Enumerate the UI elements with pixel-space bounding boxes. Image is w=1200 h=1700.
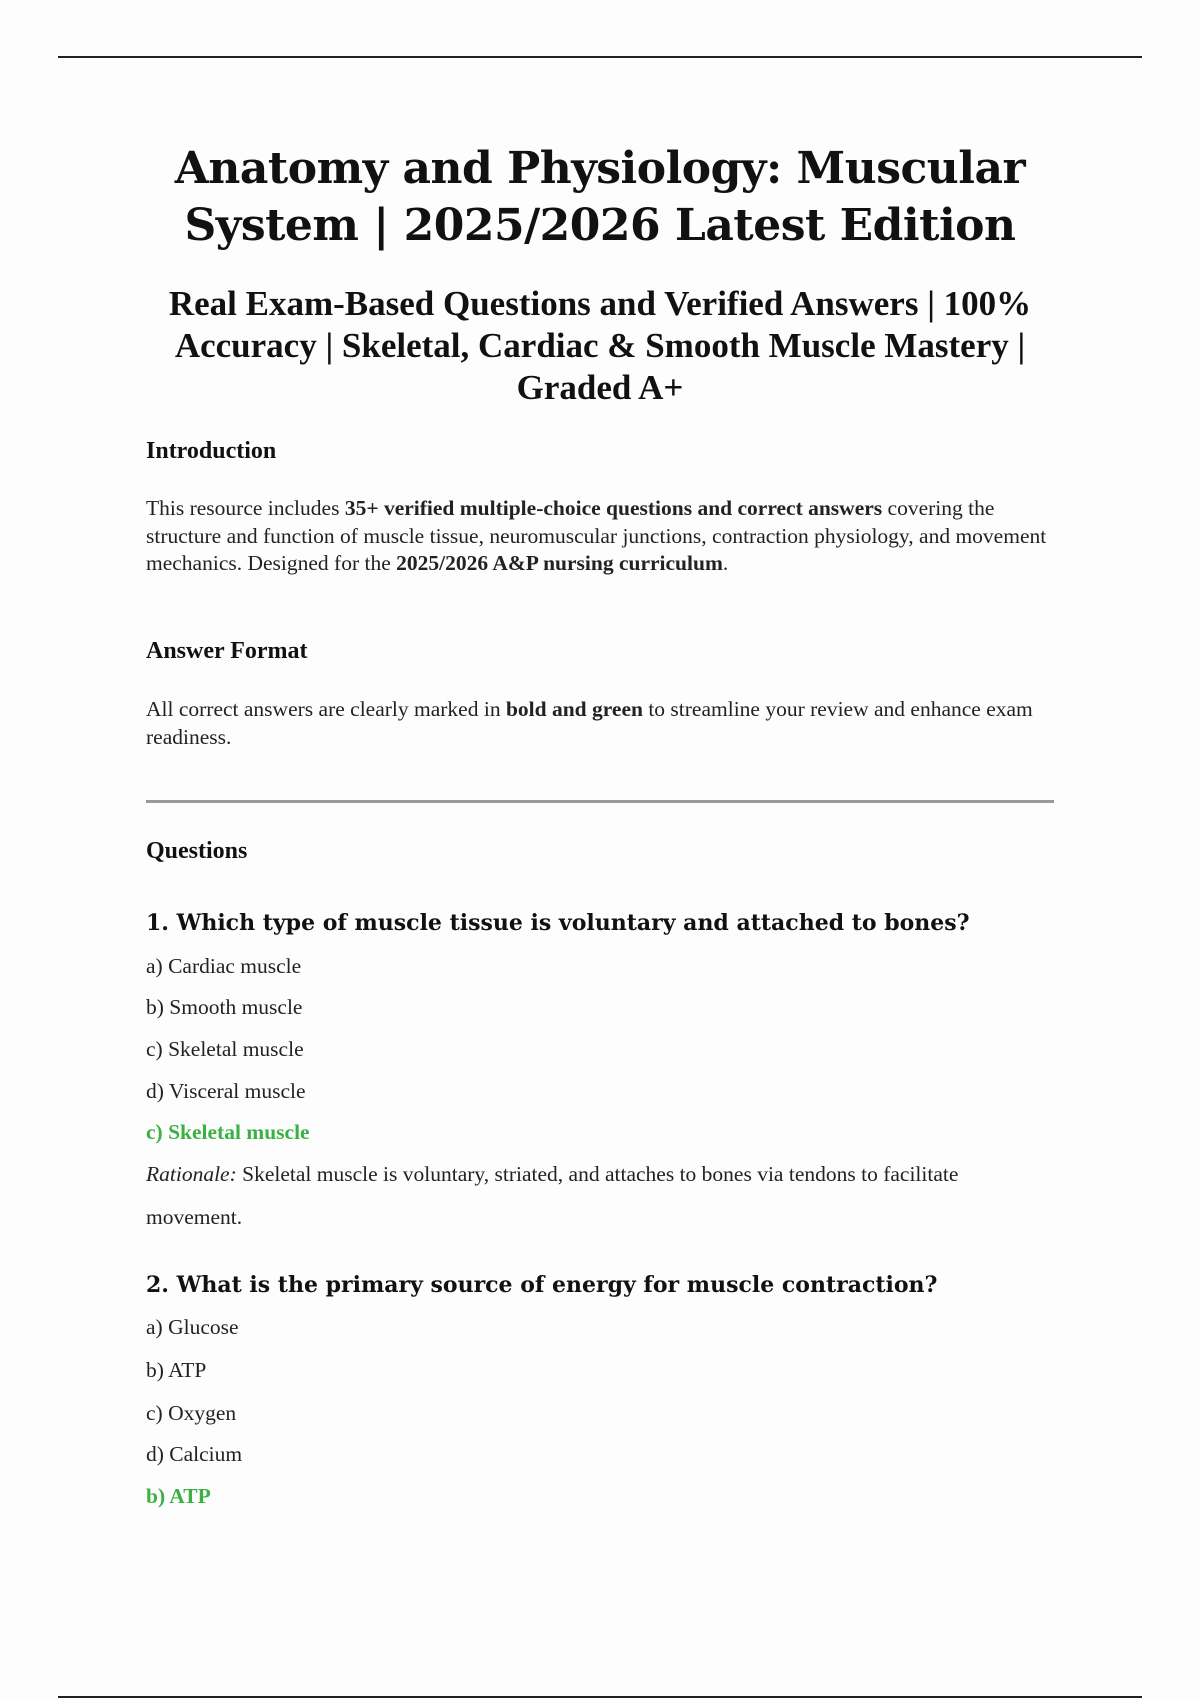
questions-heading: Questions (146, 838, 248, 864)
option: b) ATP (146, 1358, 207, 1382)
text: This resource includes (146, 496, 345, 520)
subtitle-line: Graded A+ (516, 368, 684, 407)
document-subtitle (130, 283, 1070, 409)
rationale (146, 1153, 1056, 1239)
correct-answer: b) ATP (146, 1484, 211, 1508)
option: a) Glucose (146, 1315, 239, 1339)
text: to streamline your review and enhance exam readiness. (146, 697, 1033, 749)
answer-format-heading: Answer Format (146, 638, 308, 664)
option: b) Smooth muscle (146, 995, 303, 1019)
question-1: 1. Which type of muscle tissue is voluntary and attached to bones? (146, 910, 970, 936)
subtitle-line: Accuracy | Skeletal, Cardiac & Smooth Muscle Mastery | (174, 326, 1026, 365)
top-rule (58, 56, 1142, 58)
option: d) Visceral muscle (146, 1079, 306, 1103)
rationale-label: Rationale: (146, 1162, 237, 1186)
correct-answer: c) Skeletal muscle (146, 1120, 310, 1144)
bold-text: bold and green (505, 697, 643, 721)
text: All correct answers are clearly marked in (146, 697, 506, 721)
option: c) Skeletal muscle (146, 1037, 304, 1061)
question-2: 2. What is the primary source of energy for muscle contraction? (146, 1272, 938, 1298)
option: c) Oxygen (146, 1401, 237, 1425)
text: . (722, 551, 729, 575)
document-title (100, 140, 1100, 254)
bottom-rule (58, 1696, 1142, 1698)
introduction-heading: Introduction (146, 438, 277, 464)
option: a) Cardiac muscle (146, 954, 302, 978)
answer-format-paragraph (146, 696, 1056, 751)
title-line: Anatomy and Physiology: Muscular (174, 143, 1026, 194)
text: covering the structure and function of muscle tissue, neuromuscular junctions, contraction physiology, and movement mechanics. Designed for the (146, 496, 1047, 575)
title-line: System | 2025/2026 Latest Edition (184, 200, 1016, 251)
option: d) Calcium (146, 1442, 243, 1466)
subtitle-line: Real Exam-Based Questions and Verified Answers | 100% (168, 284, 1032, 323)
bold-text: 2025/2026 A&P nursing curriculum (396, 551, 723, 575)
rationale-text: Skeletal muscle is voluntary, striated, and attaches to bones via tendons to facilitate movement. (146, 1162, 959, 1229)
section-divider (146, 800, 1054, 803)
introduction-paragraph (146, 495, 1056, 578)
bold-text: 35+ verified multiple-choice questions and correct answers (344, 496, 883, 520)
